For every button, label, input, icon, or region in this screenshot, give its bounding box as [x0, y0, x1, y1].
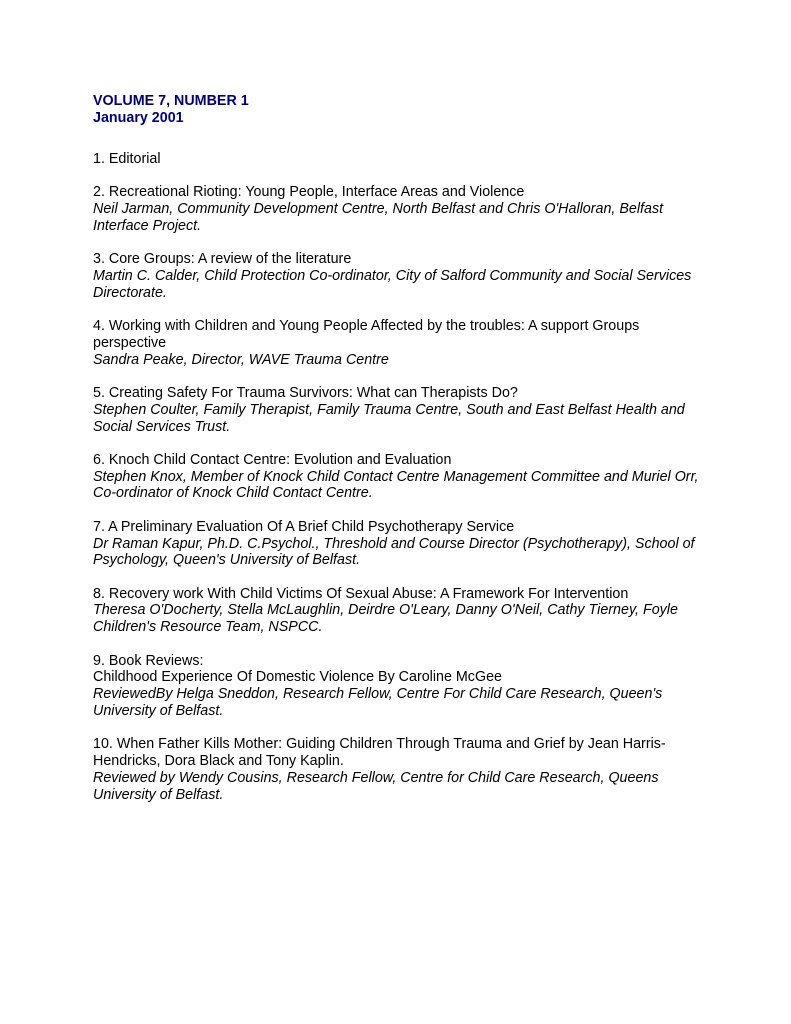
entry-title-line: 8. Recovery work With Child Victims Of Sexual Abuse: A Framework For Intervention: [93, 585, 629, 602]
entry-author-line: Sandra Peake, Director, WAVE Trauma Centre: [93, 351, 389, 368]
entry-title-line: perspective: [93, 334, 167, 351]
entry-author-line: Psychology, Queen's University of Belfast.: [93, 552, 361, 569]
toc-entry: [93, 452, 703, 502]
entry-title-line: 4. Working with Children and Young People Affected by the troubles: A support Groups: [93, 318, 640, 335]
issue-header: [93, 93, 703, 127]
toc-entry: [93, 385, 703, 435]
toc-entry: [93, 318, 703, 368]
toc-entry: [93, 251, 703, 301]
toc-entry: [93, 586, 703, 636]
entry-title-line: Hendricks, Dora Black and Tony Kaplin.: [93, 753, 344, 770]
entry-author-line: Directorate.: [93, 284, 167, 301]
entry-author-line: Dr Raman Kapur, Ph.D. C.Psychol., Threshold and Course Director (Psychotherapy), School of: [93, 535, 695, 552]
volume-number: VOLUME 7, NUMBER 1: [93, 93, 249, 109]
entry-author-line: ReviewedBy Helga Sneddon, Research Fellow, Centre For Child Care Research, Queen's: [93, 686, 663, 703]
issue-date: January 2001: [93, 110, 184, 126]
entry-title-line: 5. Creating Safety For Trauma Survivors: What can Therapists Do?: [93, 384, 518, 401]
document-page: [93, 93, 703, 820]
entry-author-line: Interface Project.: [93, 217, 202, 234]
toc-entry: [93, 151, 703, 168]
toc-entry: [93, 519, 703, 569]
entry-title-line: 1. Editorial: [93, 151, 161, 167]
entry-title-line: 6. Knoch Child Contact Centre: Evolution and Evaluation: [93, 451, 452, 468]
entry-title-line: 7. A Preliminary Evaluation Of A Brief Child Psychotherapy Service: [93, 518, 515, 535]
entry-author-line: University of Belfast.: [93, 786, 224, 803]
entry-author-line: Reviewed by Wendy Cousins, Research Fellow, Centre for Child Care Research, Queens: [93, 769, 659, 786]
entry-title-line: 10. When Father Kills Mother: Guiding Children Through Trauma and Grief by Jean Harris-: [93, 736, 666, 753]
entry-title-line: 3. Core Groups: A review of the literature: [93, 251, 352, 268]
entry-author-line: Theresa O'Docherty, Stella McLaughlin, Deirdre O'Leary, Danny O'Neil, Cathy Tierney, Foyle: [93, 602, 678, 619]
entry-title-line: 2. Recreational Rioting: Young People, Interface Areas and Violence: [93, 184, 525, 201]
entry-author-line: Neil Jarman, Community Development Centre, North Belfast and Chris O'Halloran, Belfast: [93, 201, 664, 218]
entry-author-line: Martin C. Calder, Child Protection Co-ordinator, City of Salford Community and Social Services: [93, 267, 692, 284]
entry-author-line: Social Services Trust.: [93, 418, 231, 435]
entry-title-line: 9. Book Reviews:: [93, 652, 204, 669]
entry-author-line: Stephen Knox, Member of Knock Child Contact Centre Management Committee and Muriel Orr,: [93, 468, 699, 485]
entry-author-line: University of Belfast.: [93, 702, 224, 719]
toc-entry: [93, 736, 703, 803]
table-of-contents: [93, 151, 703, 803]
entry-author-line: Co-ordinator of Knock Child Contact Centre.: [93, 485, 373, 502]
entry-title-line: Childhood Experience Of Domestic Violence By Caroline McGee: [93, 669, 502, 686]
entry-author-line: Stephen Coulter, Family Therapist, Family Trauma Centre, South and East Belfast Health and: [93, 401, 685, 418]
toc-entry: [93, 653, 703, 720]
toc-entry: [93, 184, 703, 234]
entry-author-line: Children's Resource Team, NSPCC.: [93, 619, 323, 636]
